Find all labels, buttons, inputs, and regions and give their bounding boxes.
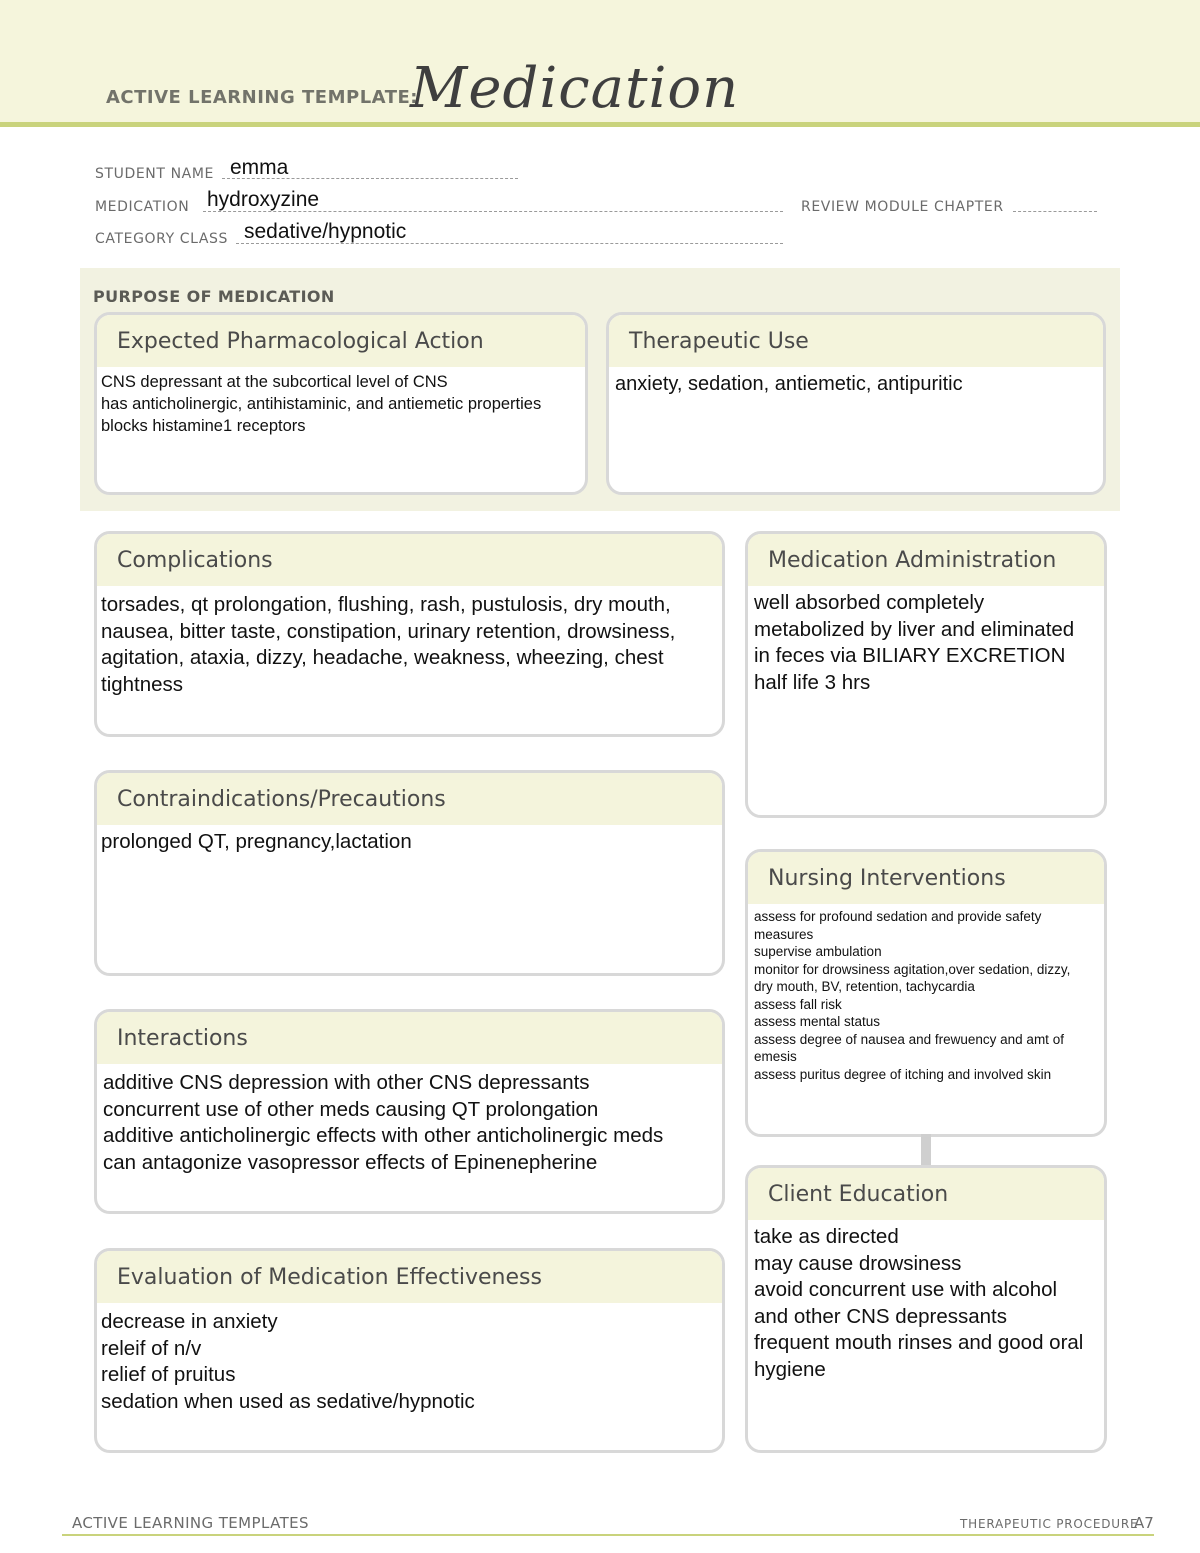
template-label: ACTIVE LEARNING TEMPLATE: (106, 87, 418, 108)
expected-action-text[interactable]: CNS depressant at the subcortical level of CNS has anticholinergic, antihistaminic, and antiemetic properties blocks histamine1 receptors (101, 373, 542, 435)
client-education-title: Client Education (748, 1168, 1104, 1220)
nursing-interventions-text[interactable]: assess for profound sedation and provide safety measures supervise ambulation monitor for drowsiness agitation,over sedation, dizzy, dry mouth, BV, retention, tachycardia assess fall risk assess mental status assess degree of nausea and frewuency and amt of emesis assess puritus degree of itching and involved skin (754, 909, 1071, 1082)
expected-action-title: Expected Pharmacological Action (97, 315, 585, 367)
contraindications-title: Contraindications/Precautions (97, 773, 722, 825)
evaluation-text[interactable]: decrease in anxiety releif of n/v relief of pruitus sedation when used as sedative/hypnotic (101, 1310, 475, 1413)
footer-rule (62, 1534, 1154, 1536)
category-class-label: CATEGORY CLASS (95, 231, 229, 247)
interactions-title: Interactions (97, 1012, 722, 1064)
footer-right: THERAPEUTIC PROCEDURE (960, 1517, 1139, 1531)
student-name-label: STUDENT NAME (95, 166, 214, 182)
medication-label: MEDICATION (95, 199, 190, 215)
evaluation-title: Evaluation of Medication Effectiveness (97, 1251, 722, 1303)
review-module-label: REVIEW MODULE CHAPTER (801, 199, 1004, 215)
interactions-box (94, 1009, 725, 1214)
complications-title: Complications (97, 534, 722, 586)
student-name-value[interactable]: emma (230, 156, 289, 179)
contraindications-box (94, 770, 725, 976)
client-education-text[interactable]: take as directed may cause drowsiness avoid concurrent use with alcohol and other CNS depressants frequent mouth rinses and good oral hygiene (754, 1225, 1084, 1381)
therapeutic-use-text[interactable]: anxiety, sedation, antiemetic, antipuritic (615, 373, 963, 395)
evaluation-box (94, 1248, 725, 1453)
administration-title: Medication Administration (748, 534, 1104, 586)
client-education-box (745, 1165, 1107, 1453)
review-module-line[interactable] (1013, 211, 1097, 212)
box-connector (921, 1134, 931, 1166)
interactions-text[interactable]: additive CNS depression with other CNS depressants concurrent use of other meds causing QT prolongation additive anticholinergic effects with other anticholinergic meds can antagonize vasopressor effects of Epinenepherine (103, 1071, 664, 1174)
complications-box (94, 531, 725, 737)
medication-value[interactable]: hydroxyzine (207, 188, 320, 211)
purpose-label: PURPOSE OF MEDICATION (93, 287, 335, 306)
administration-box (745, 531, 1107, 818)
footer-left: ACTIVE LEARNING TEMPLATES (72, 1514, 309, 1532)
administration-text[interactable]: well absorbed completely metabolized by liver and eliminated in feces via BILIARY EXCRETION half life 3 hrs (754, 591, 1075, 694)
expected-action-box (94, 312, 588, 495)
nursing-interventions-title: Nursing Interventions (748, 852, 1104, 904)
nursing-interventions-box (745, 849, 1107, 1137)
header-rule (0, 122, 1200, 127)
category-class-value[interactable]: sedative/hypnotic (244, 220, 407, 243)
footer-page-number: A7 (1134, 1514, 1154, 1532)
complications-text[interactable]: torsades, qt prolongation, flushing, rash, pustulosis, dry mouth, nausea, bitter taste, constipation, urinary retention, drowsiness, agitation, ataxia, dizzy, headache, weakness, wheezing, chest tightness (101, 593, 676, 696)
template-title: Medication (410, 56, 740, 121)
therapeutic-use-box (606, 312, 1106, 495)
therapeutic-use-title: Therapeutic Use (609, 315, 1103, 367)
contraindications-text[interactable]: prolonged QT, pregnancy,lactation (101, 830, 412, 853)
